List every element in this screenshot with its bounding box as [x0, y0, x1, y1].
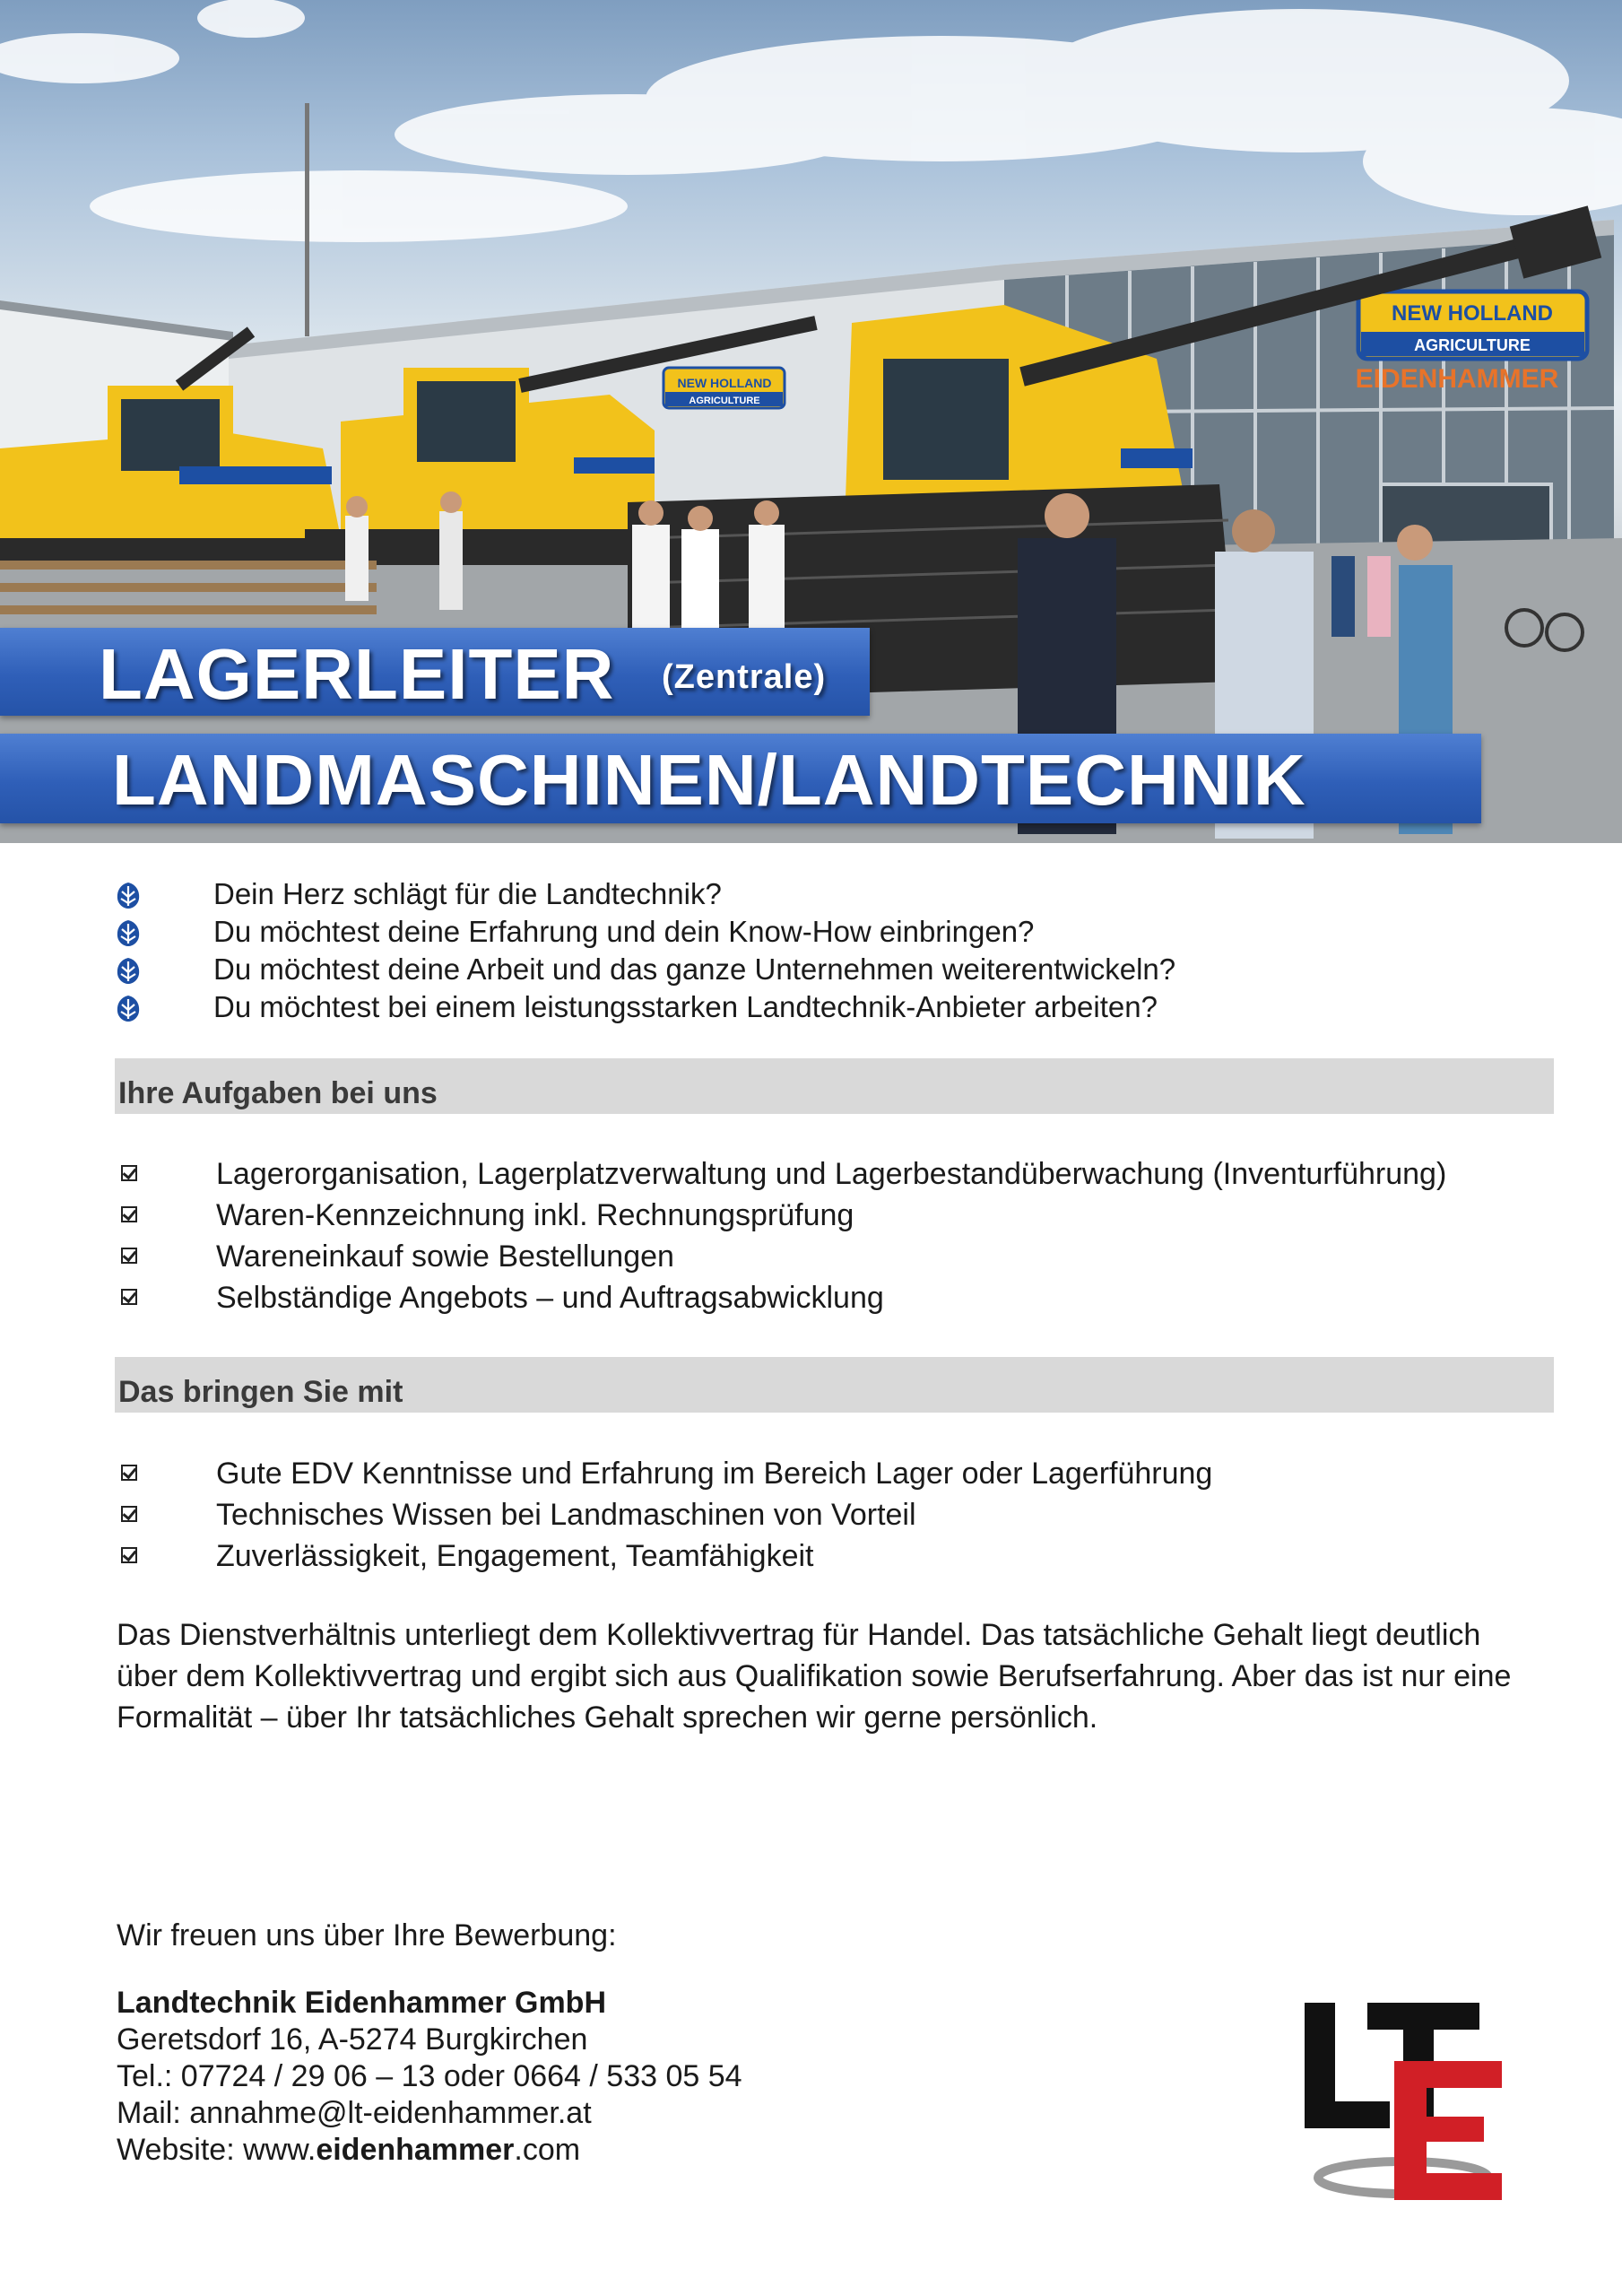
- new-holland-leaf-icon: [115, 881, 142, 909]
- phone: Tel.: 07724 / 29 06 – 13 oder 0664 / 533 05 54: [117, 2059, 742, 2093]
- flag-pole: [305, 103, 309, 336]
- list-item-text: Waren-Kennzeichnung inkl. Rechnungsprüfung: [216, 1198, 854, 1232]
- title-band-2: [0, 734, 1481, 823]
- requirements-list: [121, 1453, 1556, 1577]
- list-item: [121, 1494, 1556, 1535]
- small-sign-sub: AGRICULTURE: [689, 396, 760, 406]
- list-item-text: Selbständige Angebots – und Auftragsabwicklung: [216, 1281, 884, 1315]
- checkbox-icon: [121, 1289, 137, 1305]
- intro-list: [115, 875, 1549, 1026]
- small-sign-brand: NEW HOLLAND: [677, 376, 772, 390]
- list-item: [121, 1535, 1556, 1577]
- apply-text: Wir freuen uns über Ihre Bewerbung:: [117, 1918, 617, 1952]
- list-item: [121, 1236, 1556, 1277]
- intro-text: Du möchtest deine Arbeit und das ganze Unternehmen weiterentwickeln?: [213, 952, 1176, 986]
- checkbox-icon: [121, 1206, 137, 1222]
- checkbox-icon: [121, 1506, 137, 1522]
- sign-brand-text: NEW HOLLAND: [1392, 301, 1553, 326]
- benches: [0, 561, 377, 614]
- checkbox-icon: [121, 1248, 137, 1264]
- email-link[interactable]: Mail: annahme@lt-eidenhammer.at: [117, 2096, 592, 2130]
- list-item-text: Zuverlässigkeit, Engagement, Teamfähigkeit: [216, 1539, 814, 1573]
- checkbox-icon: [121, 1165, 137, 1181]
- intro-text: Dein Herz schlägt für die Landtechnik?: [213, 877, 722, 910]
- website-link[interactable]: [117, 2132, 742, 2169]
- salary-paragraph: Das Dienstverhältnis unterliegt dem Kollektivvertrag für Handel. Das tatsächliche Gehalt liegt deutlich über dem Kollektivvertrag und ergibt sich aus Qualifikation sowie Berufserfahrung. Aber das ist nur eine Formalität – über Ihr tatsächliches Gehalt sprechen wir gerne persönlich.: [117, 1618, 1512, 1735]
- new-holland-leaf-icon: [115, 994, 142, 1022]
- sign-sub-text: AGRICULTURE: [1414, 336, 1531, 354]
- company-name: Landtechnik Eidenhammer GmbH: [117, 1986, 606, 2020]
- intro-item: [115, 875, 1549, 913]
- website-prefix: Website: www.: [117, 2133, 317, 2167]
- list-item-text: Gute EDV Kenntnisse und Erfahrung im Bereich Lager oder Lagerführung: [216, 1457, 1213, 1491]
- hero-photo: [0, 0, 1622, 843]
- intro-text: Du möchtest deine Erfahrung und dein Know-How einbringen?: [213, 915, 1035, 948]
- lte-logo: [1305, 1998, 1502, 2205]
- list-item: [121, 1153, 1556, 1195]
- title-band-1: [0, 628, 870, 716]
- job-title-location: (Zentrale): [662, 658, 827, 696]
- section-heading-requirements: Das bringen Sie mit: [115, 1357, 1554, 1413]
- checkbox-icon: [121, 1547, 137, 1563]
- dealership-scene: [0, 0, 1622, 843]
- intro-item: [115, 951, 1549, 988]
- address: Geretsdorf 16, A-5274 Burgkirchen: [117, 2022, 588, 2057]
- contact-block: [117, 1985, 742, 2169]
- tasks-list: [121, 1153, 1556, 1318]
- intro-text: Du möchtest bei einem leistungsstarken Landtechnik-Anbieter arbeiten?: [213, 990, 1158, 1023]
- intro-item: [115, 988, 1549, 1026]
- website-domain: eidenhammer: [316, 2133, 515, 2167]
- intro-item: [115, 913, 1549, 951]
- clouds: [0, 0, 1622, 242]
- list-item: [121, 1195, 1556, 1236]
- list-item: [121, 1277, 1556, 1318]
- list-item-text: Technisches Wissen bei Landmaschinen von Vorteil: [216, 1498, 916, 1532]
- new-holland-leaf-icon: [115, 956, 142, 985]
- list-item: [121, 1453, 1556, 1494]
- list-item-text: Lagerorganisation, Lagerplatzverwaltung und Lagerbestandüberwachung (Inventurführung): [216, 1157, 1447, 1191]
- job-field: LANDMASCHINEN/LANDTECHNIK: [112, 740, 1306, 820]
- website-suffix: .com: [514, 2133, 581, 2167]
- checkbox-icon: [121, 1465, 137, 1481]
- sign-dealer-text: EIDENHAMMER: [1355, 364, 1559, 394]
- new-holland-leaf-icon: [115, 918, 142, 947]
- section-heading-tasks: Ihre Aufgaben bei uns: [115, 1058, 1554, 1114]
- job-title: LAGERLEITER: [99, 634, 615, 714]
- list-item-text: Wareneinkauf sowie Bestellungen: [216, 1239, 674, 1274]
